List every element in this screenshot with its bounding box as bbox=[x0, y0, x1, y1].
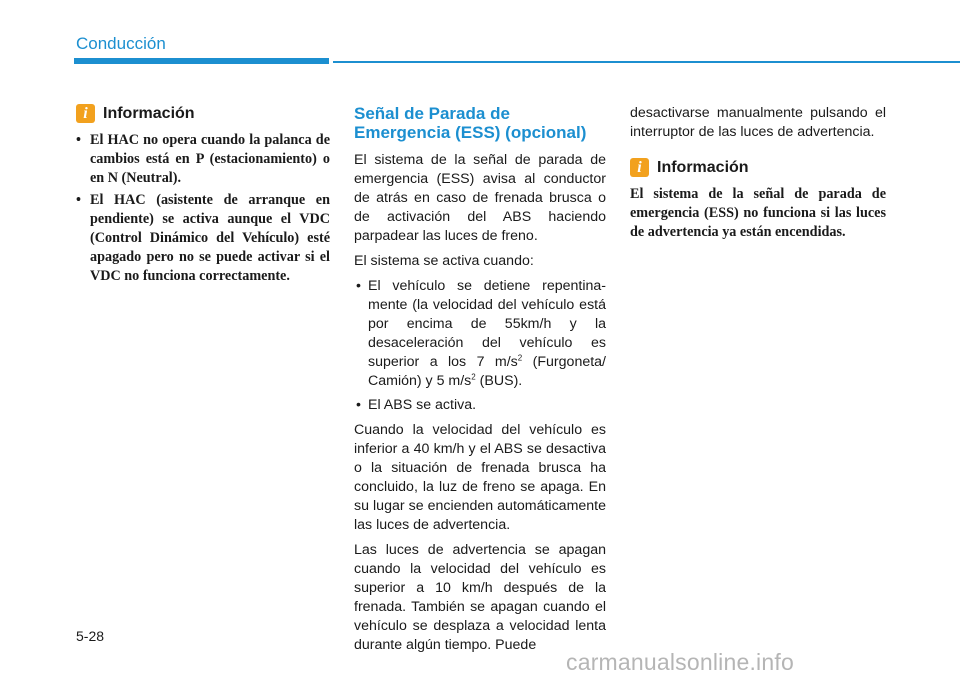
info-box-heading bbox=[76, 104, 330, 123]
info-box-heading bbox=[630, 158, 886, 177]
info-i-icon: i bbox=[76, 104, 95, 123]
info-title: Información bbox=[103, 104, 195, 122]
watermark: carmanualsonline.info bbox=[566, 649, 794, 675]
superscript: 2 bbox=[517, 353, 523, 363]
bullet-text: (BUS). bbox=[475, 373, 523, 389]
paragraph: El sistema de la señal de parada de emergencia (ESS) avisa al conductor de atrás en caso de frenada brusca o de activación del ABS haciendo parpadear las luces de freno. bbox=[354, 152, 606, 244]
list-item bbox=[354, 277, 606, 391]
activation-conditions-list bbox=[354, 277, 606, 415]
header-rule-thin bbox=[333, 61, 960, 63]
bullet-text: (Furgoneta/ Camión) y 5 m/s bbox=[368, 354, 606, 389]
info-bullet-item: • El HAC (asistente de arranque en pendiente) se activa aunque el VDC (Control Dinámico del Vehículo) esté apagado pero no se puede activar si el VDC no funciona correctamente. bbox=[76, 191, 330, 286]
paragraph: Las luces de advertencia se apagan cuando la velocidad del vehículo es superior a 10 km/h después de la frenada. También se apagan cuando el vehículo se desplaza a velocidad lenta durante algún tiempo. Puede bbox=[354, 542, 606, 653]
header-rule-thick bbox=[74, 58, 329, 64]
info-title: Información bbox=[657, 158, 749, 176]
paragraph: El sistema se activa cuando: bbox=[354, 253, 534, 269]
paragraph: Cuando la velocidad del vehículo es inferior a 40 km/h y el ABS se desactiva o la situación de frenada brusca ha concluido, la luz de freno se apaga. En su lugar se encienden automáticamente las luces de advertencia. bbox=[354, 422, 606, 533]
paragraph: desactivarse manualmente pulsando el interruptor de las luces de advertencia. bbox=[630, 105, 886, 140]
left-column bbox=[76, 104, 330, 289]
info-i-icon: i bbox=[630, 158, 649, 177]
superscript: 2 bbox=[471, 372, 476, 382]
middle-column bbox=[354, 104, 606, 661]
bullet-text: El vehículo se detiene repentinamente (la velocidad del vehículo está por encima de 55km/h y la desaceleración del vehículo es superior a los 7 m/s bbox=[368, 278, 606, 370]
info-bullet-list bbox=[76, 131, 330, 286]
right-column bbox=[630, 104, 886, 242]
info-bullet-item: • El HAC no opera cuando la palanca de cambios está en P (estacionamiento) o en N (Neutral). bbox=[76, 131, 330, 188]
list-item: • El ABS se activa. bbox=[354, 396, 606, 415]
ess-section-title: Señal de Parada de Emergencia (ESS) (opcional) bbox=[354, 104, 587, 142]
page-number: 5-28 bbox=[76, 628, 105, 644]
info-text: El sistema de la señal de parada de emergencia (ESS) no funciona si las luces de advertencia ya están encendidas. bbox=[630, 186, 886, 240]
section-title: Conducción bbox=[76, 34, 166, 53]
